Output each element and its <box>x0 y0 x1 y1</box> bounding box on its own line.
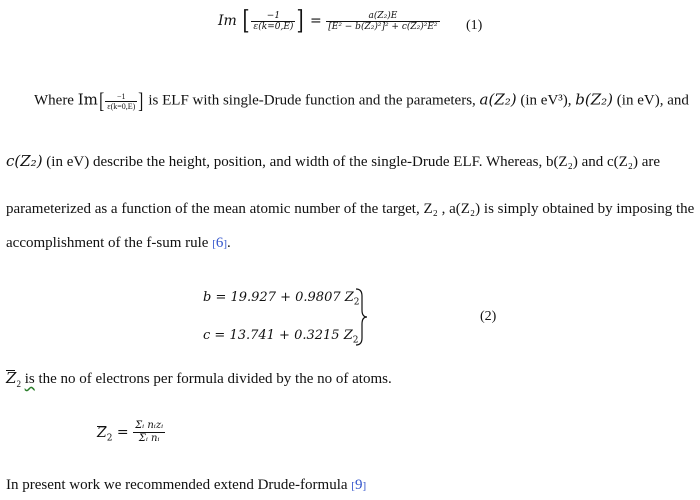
equation-2-brace <box>354 288 368 346</box>
right-bracket: ] <box>296 6 305 36</box>
equation-3: $Z_2$ = $\frac{\text{Σᵢ nᵢzᵢ}}{\text{Σᵢ nᵢ}}$ <box>97 420 164 444</box>
eq3-fraction: $\frac{\text{Σᵢ nᵢzᵢ}}{\text{Σᵢ nᵢ}}$ <box>135 420 164 444</box>
citation-9[interactable]: [9] <box>351 477 367 493</box>
equation-2-line-b: b = 19.927 + 0.9807 $Z_2$ <box>203 290 360 308</box>
equation-2-number: (2) <box>480 309 497 324</box>
paragraph-line-1: Where Im[ $\frac{-1}{\varepsilon(k=0,E)}$ ] is ELF with single-Drude function and the parameters, a(Z₂) (in eV³), b(Z₂) (in eV), and <box>34 88 689 113</box>
paragraph-line-2: c(Z₂) (in eV) describe the height, position, and width of the single-Drude ELF. Whereas, b(Z₂) and c(Z₂) are <box>6 152 661 170</box>
paragraph-line-3: parameterized as a function of the mean atomic number of the target, Z₂ , a(Z₂) is simply obtained by imposing the <box>6 201 695 217</box>
eq1-im: Im <box>218 13 237 29</box>
eq1-lhs-fraction: $\frac{-1}{\varepsilon(k=0,E)}$ <box>253 10 294 32</box>
paragraph-line-4: accomplishment of the f-sum rule [6]. <box>6 235 231 251</box>
citation-6[interactable]: [6] <box>212 235 228 251</box>
equation-1 <box>218 8 440 48</box>
left-bracket: [ <box>242 6 250 36</box>
eq1-equals: = <box>310 13 322 29</box>
equation-1-number: (1) <box>466 18 483 33</box>
eq1-rhs-fraction: $\frac{\text{a(Z₂)E}}{\text{[E² − b(Z₂)²]² + c(Z₂)²E²}}$ <box>328 10 438 32</box>
paragraph-line-6: In present work we recommended extend Drude-formula [9] <box>6 477 367 493</box>
paragraph-line-5: $Z_2$ is the no of electrons per formula divided by the no of atoms. <box>6 369 392 389</box>
equation-2-line-c: c = 13.741 + 0.3215 $Z_2$ <box>203 328 359 346</box>
